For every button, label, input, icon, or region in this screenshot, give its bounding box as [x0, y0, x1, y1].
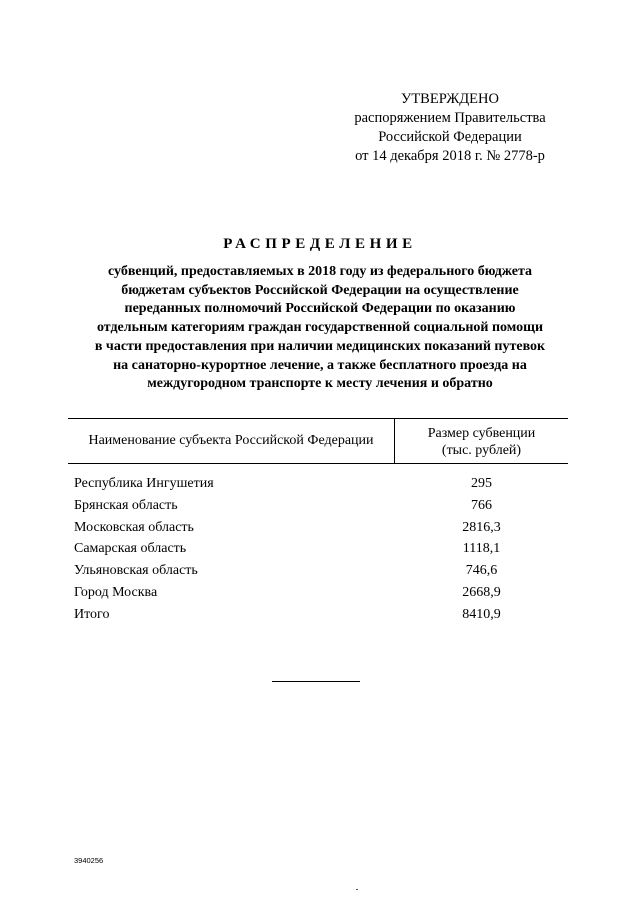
table-body	[68, 476, 568, 629]
table-row	[68, 520, 568, 542]
row-subject-name: Брянская область	[74, 497, 178, 513]
row-subvention-value: 746,6	[465, 563, 498, 579]
table-row	[68, 476, 568, 498]
end-separator-line	[272, 681, 360, 682]
table-row	[68, 563, 568, 585]
row-subvention-value: 1118,1	[462, 541, 501, 557]
row-subject-name: Город Москва	[74, 584, 158, 600]
row-total-label: Итого	[74, 606, 110, 622]
approval-stamp	[345, 90, 555, 166]
table-row	[68, 498, 568, 520]
document-code: 3940256	[74, 856, 104, 865]
subtitle-line: междугородном транспорте к месту лечения и обратно	[147, 376, 493, 392]
approval-authority: распоряжением Правительства	[354, 110, 546, 126]
document-subtitle	[60, 263, 580, 394]
header-subject-name: Наименование субъекта Российской Федерации	[88, 433, 374, 448]
subtitle-line: на санаторно-курортное лечение, а также бесплатного проезда на	[113, 357, 527, 373]
table-header	[68, 418, 568, 464]
row-subject-name: Ульяновская область	[74, 563, 198, 579]
table-row-total	[68, 607, 568, 629]
document-title: РАСПРЕДЕЛЕНИЕ	[223, 236, 417, 252]
row-subvention-value: 766	[471, 497, 492, 513]
row-total-value: 8410,9	[462, 606, 501, 622]
subtitle-line: отдельным категориям граждан государственной социальной помощи	[96, 320, 544, 336]
approval-country: Российской Федерации	[378, 129, 522, 145]
page-dot-mark	[356, 889, 358, 890]
approval-heading: УТВЕРЖДЕНО	[401, 91, 499, 107]
approval-date-number: от 14 декабря 2018 г. № 2778-р	[355, 148, 545, 164]
header-subvention-size	[395, 425, 568, 459]
table-row	[68, 541, 568, 563]
subtitle-line: субвенций, предоставляемых в 2018 году из федерального бюджета	[108, 264, 532, 279]
subtitle-line: в части предоставления при наличии медицинских показаний путевок	[94, 338, 546, 354]
row-subvention-value: 2668,9	[462, 584, 501, 600]
header-size-unit: (тыс. рублей)	[441, 443, 522, 458]
row-subject-name: Самарская область	[74, 541, 187, 557]
allocation-table	[68, 418, 568, 464]
row-subvention-value: 295	[471, 476, 492, 491]
row-subject-name: Московская область	[74, 519, 194, 535]
header-size-label: Размер субвенции	[427, 426, 536, 441]
row-subvention-value: 2816,3	[462, 519, 501, 535]
subtitle-line: переданных полномочий Российской Федерации по оказанию	[124, 301, 516, 317]
row-subject-name: Республика Ингушетия	[74, 476, 214, 491]
table-row	[68, 585, 568, 607]
subtitle-line: бюджетам субъектов Российской Федерации на осуществление	[121, 282, 519, 298]
